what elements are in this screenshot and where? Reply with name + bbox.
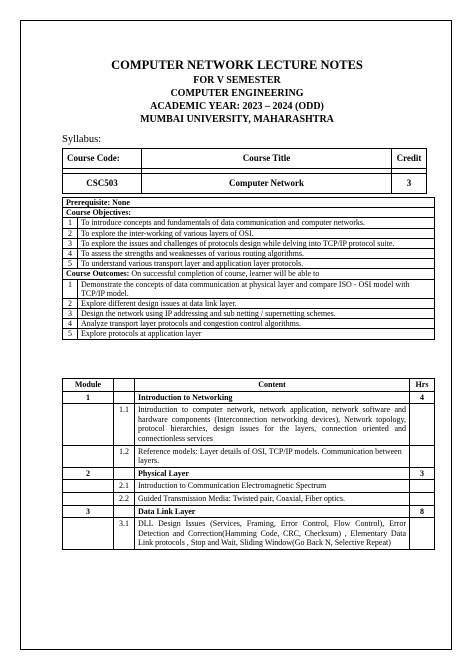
outcome-number: 2 [63, 298, 78, 308]
modules-table [62, 378, 435, 550]
objective-item [63, 218, 435, 228]
outcome-text: Analyze transport layer protocols and congestion control algorithms. [78, 319, 435, 329]
outcome-number: 5 [63, 329, 78, 339]
submodule-row [63, 404, 435, 445]
outcome-item [63, 298, 435, 308]
submodule-number: 2.1 [114, 480, 135, 493]
objective-text: To assess the strengths and weaknesses of various routing algorithms. [78, 248, 435, 258]
course-code: CSC503 [63, 173, 142, 193]
outcome-item [63, 309, 435, 319]
outcome-text: Explore protocols at application layer [78, 329, 435, 339]
module-title: Introduction to Networking [135, 391, 410, 404]
module-title: Physical Layer [135, 467, 410, 480]
objective-number: 1 [63, 218, 78, 228]
objective-number: 2 [63, 228, 78, 238]
submodule-number: 3.1 [114, 518, 135, 550]
outcome-item [63, 329, 435, 339]
objective-text: To understand various transport layer and application layer protocols. [78, 259, 435, 269]
submodule-number: 1.1 [114, 404, 135, 445]
submodule-number: 2.2 [114, 492, 135, 505]
content-header: Content [135, 379, 410, 392]
academic-year-line: ACADEMIC YEAR: 2023 – 2024 (ODD) [150, 101, 324, 112]
outcome-text: Explore different design issues at data link layer. [78, 298, 435, 308]
objectives-label: Course Objectives: [63, 208, 435, 218]
submodule-number: 1.2 [114, 445, 135, 467]
submodule-row [63, 480, 435, 493]
prerequisite: Prerequisite: None [63, 198, 435, 208]
semester-line: FOR V SEMESTER [193, 75, 281, 86]
course-credit: 3 [392, 173, 427, 193]
document-title: COMPUTER NETWORK LECTURE NOTES [111, 58, 363, 72]
objective-item [63, 259, 435, 269]
outcome-number: 3 [63, 309, 78, 319]
objective-number: 4 [63, 248, 78, 258]
submodule-text: Guided Transmission Media: Twisted pair, Coaxial, Fiber optics. [135, 492, 410, 505]
submodule-text: DLL Design Issues (Services, Framing, Error Control, Flow Control), Error Detection and Correction(Hamming Code, CRC, Checksum) , Elementary Data Link protocols , Stop and Wait, Sliding Window(Go Back N, Selective Repeat) [135, 518, 410, 550]
modules-header-row [63, 379, 435, 392]
module-hours: 8 [410, 505, 435, 518]
module-row [63, 467, 435, 480]
module-row [63, 391, 435, 404]
objective-number: 5 [63, 259, 78, 269]
module-hours: 3 [410, 467, 435, 480]
outcome-number: 1 [63, 279, 78, 298]
objective-text: To introduce concepts and fundamentals of data communication and computer networks. [78, 218, 435, 228]
course-row [63, 173, 427, 193]
credit-header: Credit [392, 149, 427, 169]
outcome-text: Demonstrate the concepts of data communication at physical layer and compare ISO - OSI model with TCP/IP model. [78, 279, 435, 298]
submodule-text: Introduction to Communication Electromagnetic Spectrum [135, 480, 410, 493]
module-title: Data Link Layer [135, 505, 410, 518]
outcome-item [63, 279, 435, 298]
course-table [62, 148, 427, 194]
submodule-text: Introduction to computer network, network application, network software and hardware components (Interconnection networking devices), Network topology, protocol hierarchies, design issues for the layers, connection oriented and connectionless services [135, 404, 410, 445]
syllabus-label: Syllabus: [62, 134, 102, 145]
objective-text: To explore the inter-working of various layers of OSI. [78, 228, 435, 238]
module-hours: 4 [410, 391, 435, 404]
objective-text: To explore the issues and challenges of protocols design while delving into TCP/IP protocol suite. [78, 238, 435, 248]
outcomes-intro: On successful completion of course, learner will be able to [131, 269, 320, 279]
module-row [63, 505, 435, 518]
course-header-row [63, 149, 427, 169]
objective-item [63, 248, 435, 258]
module-header: Module [63, 379, 114, 392]
outcomes-header [63, 269, 435, 279]
hrs-header: Hrs [410, 379, 435, 392]
objectives-table [62, 197, 435, 340]
outcomes-label: Course Outcomes: [66, 269, 130, 279]
outcome-item [63, 319, 435, 329]
submodule-text: Reference models: Layer details of OSI, TCP/IP models. Communication between layers. [135, 445, 410, 467]
module-number: 2 [63, 467, 114, 480]
submodule-row [63, 492, 435, 505]
submodule-row [63, 518, 435, 550]
outcome-number: 4 [63, 319, 78, 329]
university-line: MUMBAI UNIVERSITY, MAHARASHTRA [140, 114, 334, 125]
outcome-text: Design the network using IP addressing and sub netting / supernetting schemes. [78, 309, 435, 319]
objective-item [63, 228, 435, 238]
department-line: COMPUTER ENGINEERING [170, 88, 304, 99]
course-code-header: Course Code: [63, 149, 142, 169]
objective-number: 3 [63, 238, 78, 248]
course-title: Computer Network [142, 173, 392, 193]
module-number: 1 [63, 391, 114, 404]
module-number: 3 [63, 505, 114, 518]
course-title-header: Course Title [142, 149, 392, 169]
objective-item [63, 238, 435, 248]
submodule-row [63, 445, 435, 467]
